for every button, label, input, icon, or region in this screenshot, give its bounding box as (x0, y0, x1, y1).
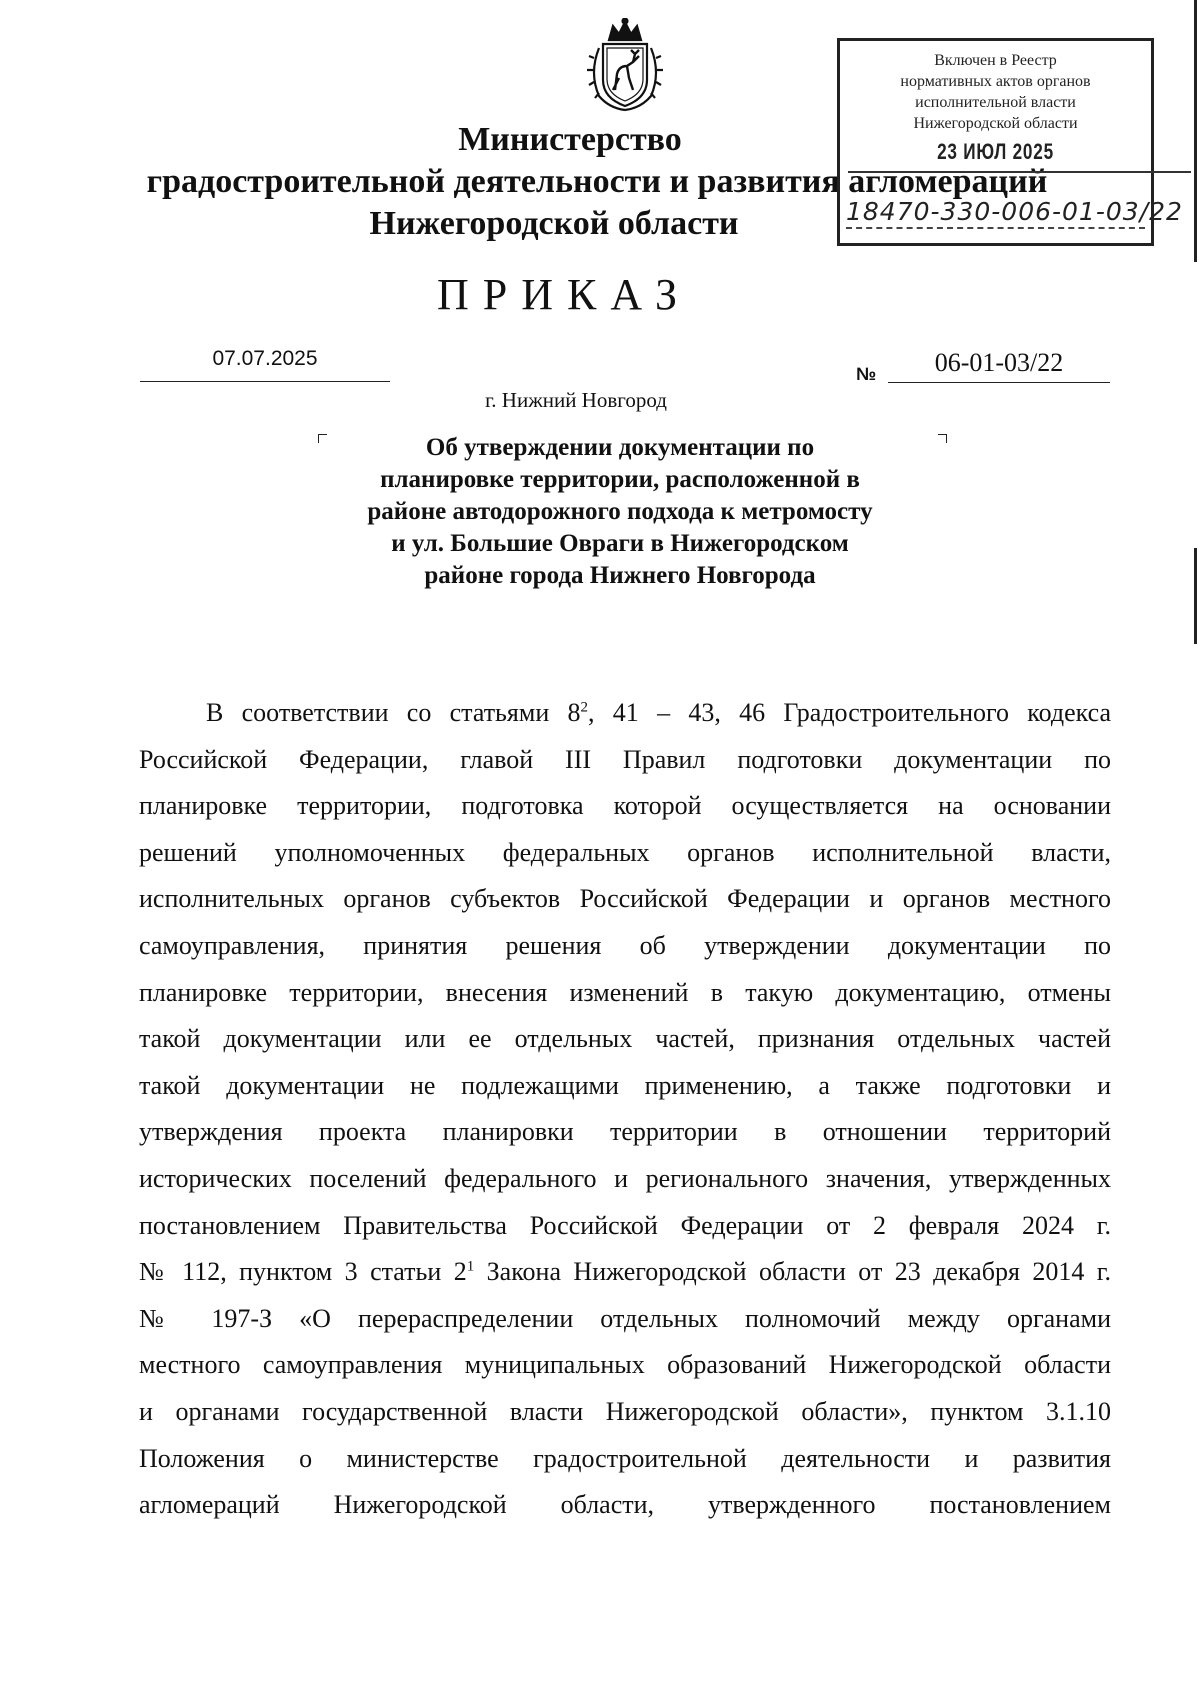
number-underline (888, 382, 1110, 383)
body-line: такой документации или ее отдельных частей, признания отдельных частей (139, 1024, 1111, 1054)
superscript: 2 (580, 699, 589, 716)
body-line (139, 1249, 1111, 1296)
document-number: 06-01-03/22 (934, 348, 1064, 377)
document-subject (300, 432, 940, 592)
body-line: № 197-З «О перераспределении отдельных полномочий между органами (139, 1303, 1111, 1333)
body-text: В соответствии со статьями 8 (206, 698, 581, 727)
subject-line: планировке территории, расположенной в (380, 466, 860, 493)
body-text: № 112, пунктом 3 статьи 2 (139, 1257, 467, 1287)
stamp-line: Включен в Реестр (934, 52, 1057, 69)
body-line: и органами государственной власти Нижегородской области», пунктом 3.1.10 (139, 1396, 1111, 1426)
body-line: решений уполномоченных федеральных органов исполнительной власти, (139, 837, 1111, 867)
body-text: Закона Нижегородской области от 23 декабря 2014 г. (474, 1257, 1111, 1287)
body-line (139, 690, 1111, 737)
scan-edge-mark (1194, 0, 1197, 262)
body-line: самоуправления, принятия решения об утверждении документации по (139, 930, 1111, 960)
document-date: 07.07.2025 (212, 347, 318, 370)
stamp-divider (848, 171, 1191, 173)
scan-edge-mark (1194, 548, 1197, 644)
body-line: такой документации не подлежащими применению, а также подготовки и (139, 1070, 1111, 1100)
subject-line: и ул. Большие Овраги в Нижегородском (391, 530, 849, 557)
document-body (139, 690, 1111, 1529)
body-line: постановлением Правительства Российской Федерации от 2 февраля 2024 г. (139, 1210, 1111, 1240)
number-sign: № (856, 364, 877, 384)
subject-line: районе города Нижнего Новгорода (424, 562, 816, 589)
coat-of-arms-icon (585, 18, 665, 114)
stamp-line: Нижегородской области (913, 115, 1078, 132)
stamp-date: 23 ИЮЛ 2025 (937, 139, 1054, 164)
stamp-line: нормативных актов органов (900, 73, 1091, 90)
body-line: планировке территории, подготовка которой осуществляется на основании (139, 791, 1111, 821)
ministry-title-line2: градостроительной деятельности и развития агломераций (146, 163, 1048, 200)
body-line: утверждения проекта планировки территории в отношении территорий (139, 1117, 1111, 1147)
date-underline (140, 381, 390, 382)
body-line: исполнительных органов субъектов Российской Федерации и органов местного (139, 884, 1111, 914)
superscript: 1 (466, 1258, 475, 1275)
document-city: г. Нижний Новгород (485, 388, 667, 412)
body-line: агломераций Нижегородской области, утвержденного постановлением (139, 1490, 1111, 1520)
stamp-handwritten-number: 18470-330-006-01-03/22 (846, 197, 1183, 226)
body-line: планировке территории, внесения изменений в такую документацию, отмены (139, 977, 1111, 1007)
body-line: исторических поселений федерального и регионального значения, утвержденных (139, 1163, 1111, 1193)
subject-line: районе автодорожного подхода к метромосту (367, 498, 873, 525)
stamp-underline (846, 227, 1145, 229)
stamp-line: исполнительной власти (915, 94, 1076, 111)
body-line: Российской Федерации, главой III Правил подготовки документации по (139, 744, 1111, 774)
ministry-title-line1: Министерство (458, 121, 682, 158)
body-text: , 41 – 43, 46 Градостроительного кодекса (588, 698, 1111, 727)
ministry-title-line3: Нижегородской области (369, 205, 739, 242)
subject-line: Об утверждении документации по (425, 434, 815, 461)
document-type: ПРИКАЗ (436, 270, 692, 319)
registry-stamp (837, 38, 1183, 246)
body-line: Положения о министерстве градостроительной деятельности и развития (139, 1443, 1111, 1473)
body-line: местного самоуправления муниципальных образований Нижегородской области (139, 1350, 1111, 1380)
